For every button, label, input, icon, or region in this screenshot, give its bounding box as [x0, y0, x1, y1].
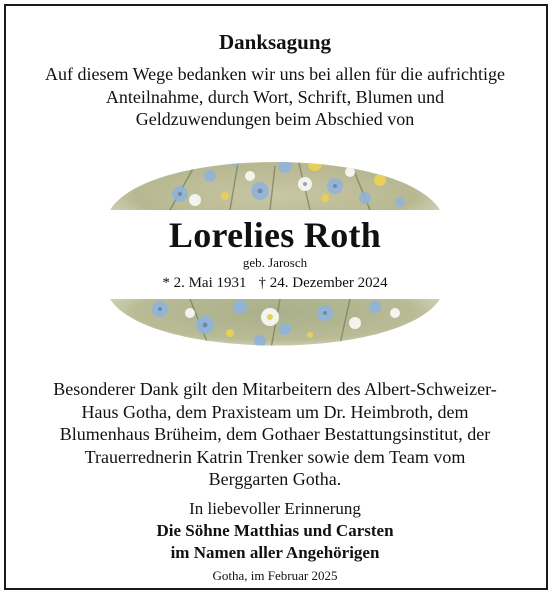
signature-line-2: Die Söhne Matthias und Carsten	[156, 521, 394, 540]
life-dates	[0, 274, 550, 292]
flower-image-top	[110, 136, 440, 210]
maiden-name: geb. Jarosch	[242, 255, 308, 270]
signature-line-1: In liebevoller Erinnerung	[189, 499, 361, 518]
intro-line: Auf diesem Wege bedanken wir uns bei allen für die aufrichtige	[44, 64, 506, 84]
signature-line-3: im Namen aller Angehörigen	[170, 543, 380, 562]
thanks-line: Haus Gotha, dem Praxisteam um Dr. Heimbroth, dem	[81, 401, 469, 422]
birth-date: * 2. Mai 1931	[162, 275, 247, 291]
deceased-name: Lorelies Roth	[168, 215, 382, 255]
intro-line: Anteilnahme, durch Wort, Schrift, Blumen und	[105, 86, 445, 107]
thanks-line: Besonderer Dank gilt den Mitarbeitern des Albert-Schweizer-	[53, 379, 497, 399]
page-title: Danksagung	[218, 30, 332, 54]
signature	[0, 498, 550, 564]
thanks-line: Blumenhaus Brüheim, dem Gothaer Bestattungsinstitut, der	[59, 424, 491, 444]
thanks-line: Trauerrednerin Katrin Trenker sowie dem Team vom	[84, 446, 466, 467]
thanks-text	[0, 378, 550, 491]
thanks-line: Berggarten Gotha.	[208, 469, 342, 489]
flower-image-bottom	[110, 299, 440, 365]
place-date: Gotha, im Februar 2025	[212, 568, 338, 583]
intro-text	[0, 63, 550, 131]
death-date: † 24. Dezember 2024	[258, 275, 388, 291]
intro-line: Geldzuwendungen beim Abschied von	[135, 109, 415, 129]
